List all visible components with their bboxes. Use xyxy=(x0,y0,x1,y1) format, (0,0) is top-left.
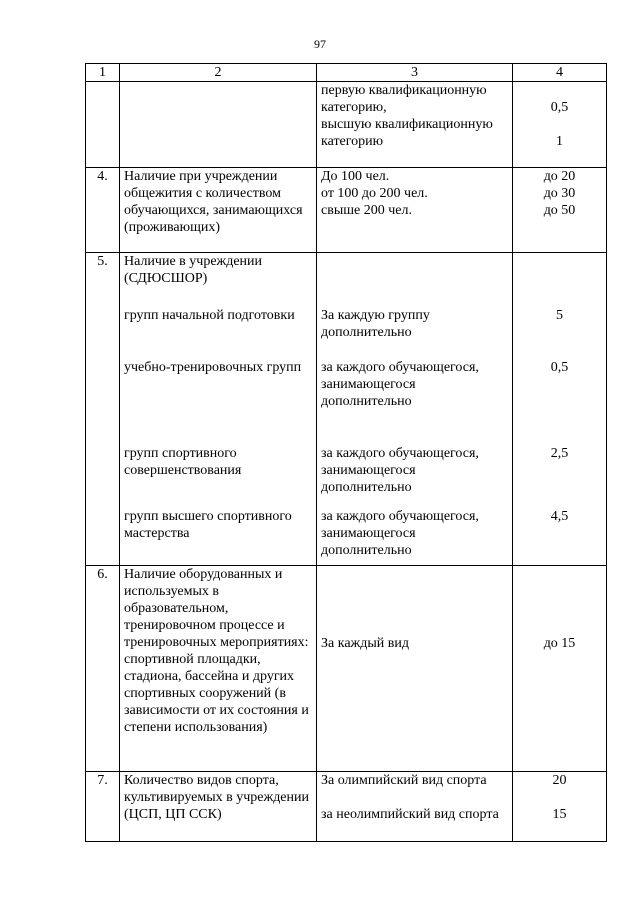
row-number: 6. xyxy=(86,566,120,772)
value-line: до 30 xyxy=(543,186,576,201)
criteria-line: от 100 до 200 чел. xyxy=(321,186,428,201)
criteria-line: за неолимпийский вид спорта xyxy=(321,807,499,822)
header-col-3: 3 xyxy=(317,64,513,82)
row-value xyxy=(513,566,607,772)
row-title: Наличие оборудованных и используемых в образовательном, тренировочном процессе и тренировочных мероприятиях: спортивной площадки, стадиона, бассейна и других спортивных сооружений (в зависимости от их состояния и степени использования) xyxy=(120,566,317,772)
header-col-1: 1 xyxy=(86,64,120,82)
row-value xyxy=(513,772,607,842)
criteria-line: За каждый вид xyxy=(321,636,409,651)
subgroup-label: групп спортивного совершенствования xyxy=(124,446,242,478)
table-header-row xyxy=(86,64,607,82)
subgroup-label: групп начальной подготовки xyxy=(124,308,295,323)
row-criteria xyxy=(317,253,513,566)
subgroup-label: учебно-тренировочных групп xyxy=(124,360,302,375)
row-value xyxy=(513,168,607,253)
row-title: Количество видов спорта, культивируемых в учреждении (ЦСП, ЦП ССК) xyxy=(120,772,317,842)
criteria-line: За каждую группу дополнительно xyxy=(321,308,430,340)
criteria-line: за каждого обучающегося, занимающегося дополнительно xyxy=(321,360,479,409)
row-criteria xyxy=(317,168,513,253)
value-line: 5 xyxy=(556,308,563,323)
table-row xyxy=(86,168,607,253)
criteria-line: свыше 200 чел. xyxy=(321,203,412,218)
criteria-line: первую квалификационную xyxy=(321,83,487,98)
row-number: 7. xyxy=(86,772,120,842)
criteria-line: За олимпийский вид спорта xyxy=(321,773,487,788)
criteria-line: высшую квалификационную xyxy=(321,117,493,132)
criteria-line: До 100 чел. xyxy=(321,169,390,184)
row-criteria xyxy=(317,772,513,842)
subgroup-label: групп высшего спортивного мастерства xyxy=(124,509,292,541)
row-heading: Наличие в учреждении (СДЮСШОР) xyxy=(124,254,263,286)
value-line: 0,5 xyxy=(550,360,569,375)
value-line: до 50 xyxy=(543,203,576,218)
header-col-4: 4 xyxy=(513,64,607,82)
table-row xyxy=(86,772,607,842)
row-criteria xyxy=(317,82,513,168)
table-row xyxy=(86,253,607,566)
value-line: 15 xyxy=(552,807,567,822)
value-line: 20 xyxy=(552,773,567,788)
value-line: до 20 xyxy=(543,169,576,184)
value-line: 4,5 xyxy=(550,509,569,524)
value-line: до 15 xyxy=(543,636,576,651)
row-criteria xyxy=(317,566,513,772)
header-col-2: 2 xyxy=(120,64,317,82)
row-title xyxy=(120,253,317,566)
row-number xyxy=(86,82,120,168)
criteria-line: категорию, xyxy=(321,100,387,115)
row-title: Наличие при учреждении общежития с количеством обучающихся, занимающихся (проживающих) xyxy=(120,168,317,253)
table-row xyxy=(86,82,607,168)
row-number: 5. xyxy=(86,253,120,566)
criteria-line: за каждого обучающегося, занимающегося дополнительно xyxy=(321,509,479,558)
table-row xyxy=(86,566,607,772)
value-line: 1 xyxy=(556,134,563,149)
page-number: 97 xyxy=(314,37,326,51)
row-title xyxy=(120,82,317,168)
criteria-line: за каждого обучающегося, занимающегося дополнительно xyxy=(321,446,479,495)
value-line: 2,5 xyxy=(550,446,569,461)
row-number: 4. xyxy=(86,168,120,253)
row-value xyxy=(513,253,607,566)
row-value xyxy=(513,82,607,168)
value-line: 0,5 xyxy=(550,100,569,115)
criteria-table xyxy=(85,63,607,842)
criteria-line: категорию xyxy=(321,134,384,149)
